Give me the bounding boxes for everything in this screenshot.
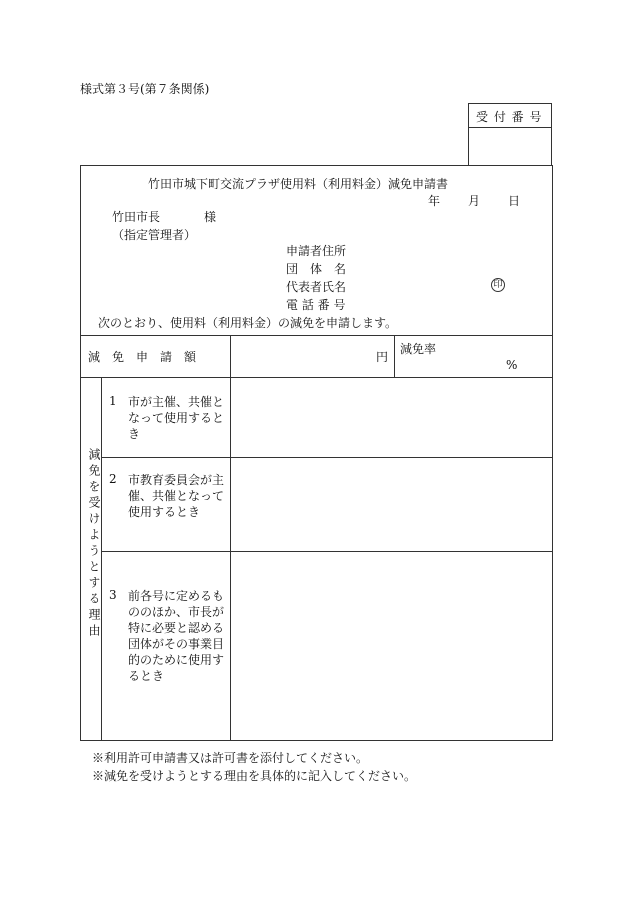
reason-section-label: 減免を受けようとする理由 [87,448,101,640]
reason-2-number: 2 [109,472,117,486]
applicant-address-label: 申請者住所 [286,244,347,258]
reason-3-number: 3 [109,588,117,602]
amount-row-bottom-border [80,377,553,378]
amount-row-top-border [80,335,553,336]
rate-column-divider [394,335,395,377]
date-year-label: 年 [428,194,441,208]
reason-2-text: 市教育委員会が主催、共催となって使用するとき [128,473,225,519]
reason-2-detail-field[interactable] [236,462,546,546]
date-day-label: 日 [508,194,521,208]
form-number: 様式第３号(第７条関係) [80,82,210,96]
application-statement: 次のとおり、使用料（利用料金）の減免を申請します。 [98,316,398,330]
group-name-label: 団 体 名 [286,262,347,276]
reason-1-detail-field[interactable] [236,382,546,452]
addressee: 竹田市長 [112,210,161,224]
reason-label-divider [101,377,102,741]
reason-3-detail-field[interactable] [236,556,546,736]
reduction-amount-label: 減 免 申 請 額 [88,350,197,364]
yen-unit: 円 [376,350,389,364]
reason-2-bottom-border [101,551,553,552]
note-attach-permit: ※利用許可申請書又は許可書を添付してください。 [92,751,369,765]
receipt-number-label: 受 付 番 号 [476,110,543,124]
receipt-divider [468,127,552,128]
reason-1-number: 1 [109,394,117,408]
reason-1-bottom-border [101,457,553,458]
seal-mark: 印 [491,278,505,292]
reason-3-text: 前各号に定めるもののほか、市長が特に必要と認める団体がその事業目的のために使用するとき [128,589,225,683]
label-column-divider [230,335,231,741]
note-describe-reason: ※減免を受けようとする理由を具体的に記入してください。 [92,769,417,783]
reduction-rate-label: 減免率 [400,342,437,356]
representative-name-label: 代表者氏名 [286,280,347,294]
percent-unit: % [506,358,518,372]
addressee-honorific: 様 [204,210,217,224]
reason-1-text: 市が主催、共催となって使用するとき [128,395,225,441]
date-month-label: 月 [468,194,481,208]
receipt-number-field[interactable] [472,136,548,160]
designated-manager: （指定管理者） [112,228,197,242]
phone-number-label: 電 話 番 号 [286,298,346,312]
reduction-amount-field[interactable] [240,344,370,368]
form-title: 竹田市城下町交流プラザ使用料（利用料金）減免申請書 [148,177,449,191]
